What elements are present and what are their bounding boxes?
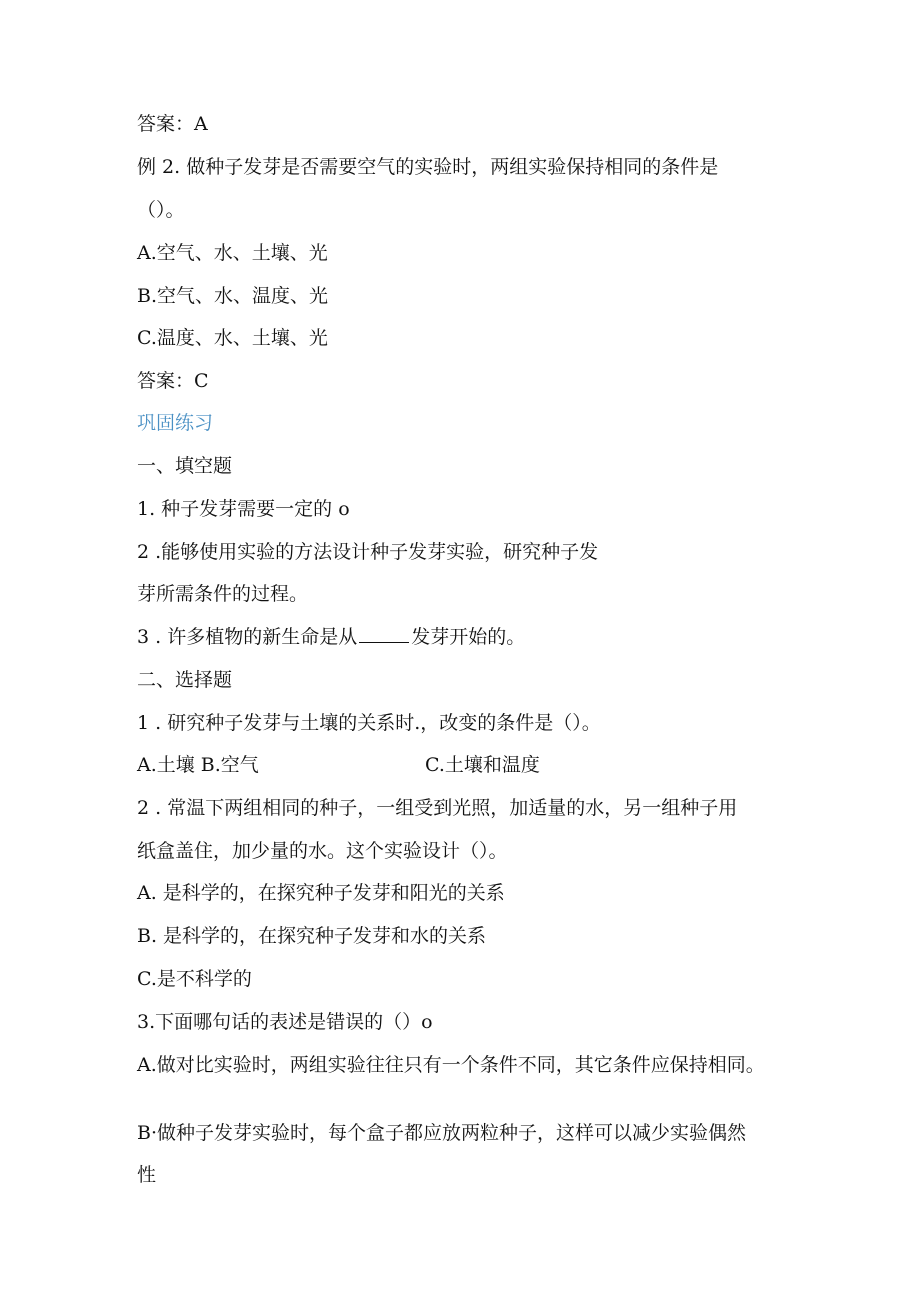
choice-question-2-option-c: C.是不科学的 [137,968,252,990]
fill-question-3-text-after: 发芽开始的。 [411,626,526,648]
fill-question-1: 1. 种子发芽需要一定的 o [137,498,350,520]
choice-question-1-options-ab: A.土壤 B.空气 [137,754,259,776]
choice-question-2-option-a: A. 是科学的，在探究种子发芽和阳光的关系 [137,882,505,904]
answer-blank [359,626,409,643]
choice-question-2-option-b: B. 是科学的，在探究种子发芽和水的关系 [137,925,487,947]
example-2-option-a: A.空气、水、土壤、光 [137,242,328,264]
choice-question-3-option-b-line-1: B·做种子发芽实验时，每个盒子都应放两粒种子，这样可以减少实验偶然 [137,1122,747,1144]
example-2-question-line-1: 例 2. 做种子发芽是否需要空气的实验时，两组实验保持相同的条件是 [137,156,719,178]
example-2-question-line-2: （）。 [137,199,185,221]
choice-question-2-line-2: 纸盒盖住，加少量的水。这个实验设计（）。 [137,840,508,862]
choice-question-3-option-b-line-2: 性 [137,1164,157,1186]
choice-question-1-option-c: C.土壤和温度 [425,754,540,776]
fill-question-3-text-before: 3 . 许多植物的新生命是从 [137,626,358,648]
fill-question-2-line-1: 2 .能够使用实验的方法设计种子发芽实验，研究种子发 [137,541,599,563]
example-2-option-c: C.温度、水、土壤、光 [137,327,328,349]
part-1-title: 一、填空题 [137,455,233,477]
choice-question-3-option-a: A.做对比实验时，两组实验往往只有一个条件不同，其它条件应保持相同。 [137,1054,765,1076]
choice-question-3: 3.下面哪句话的表述是错误的（）o [137,1011,433,1033]
part-2-title: 二、选择题 [137,669,233,691]
answer-line: 答案：C [137,370,209,392]
section-heading: 巩固练习 [137,412,214,434]
answer-line: 答案：A [137,113,208,135]
fill-question-3 [137,626,525,648]
choice-question-2-line-1: 2 . 常温下两组相同的种子，一组受到光照，加适量的水，另一组种子用 [137,797,738,819]
example-2-option-b: B.空气、水、温度、光 [137,285,329,307]
choice-question-1: 1 . 研究种子发芽与土壤的关系时.，改变的条件是（）。 [137,712,601,734]
fill-question-2-line-2: 芽所需条件的过程。 [137,583,309,605]
